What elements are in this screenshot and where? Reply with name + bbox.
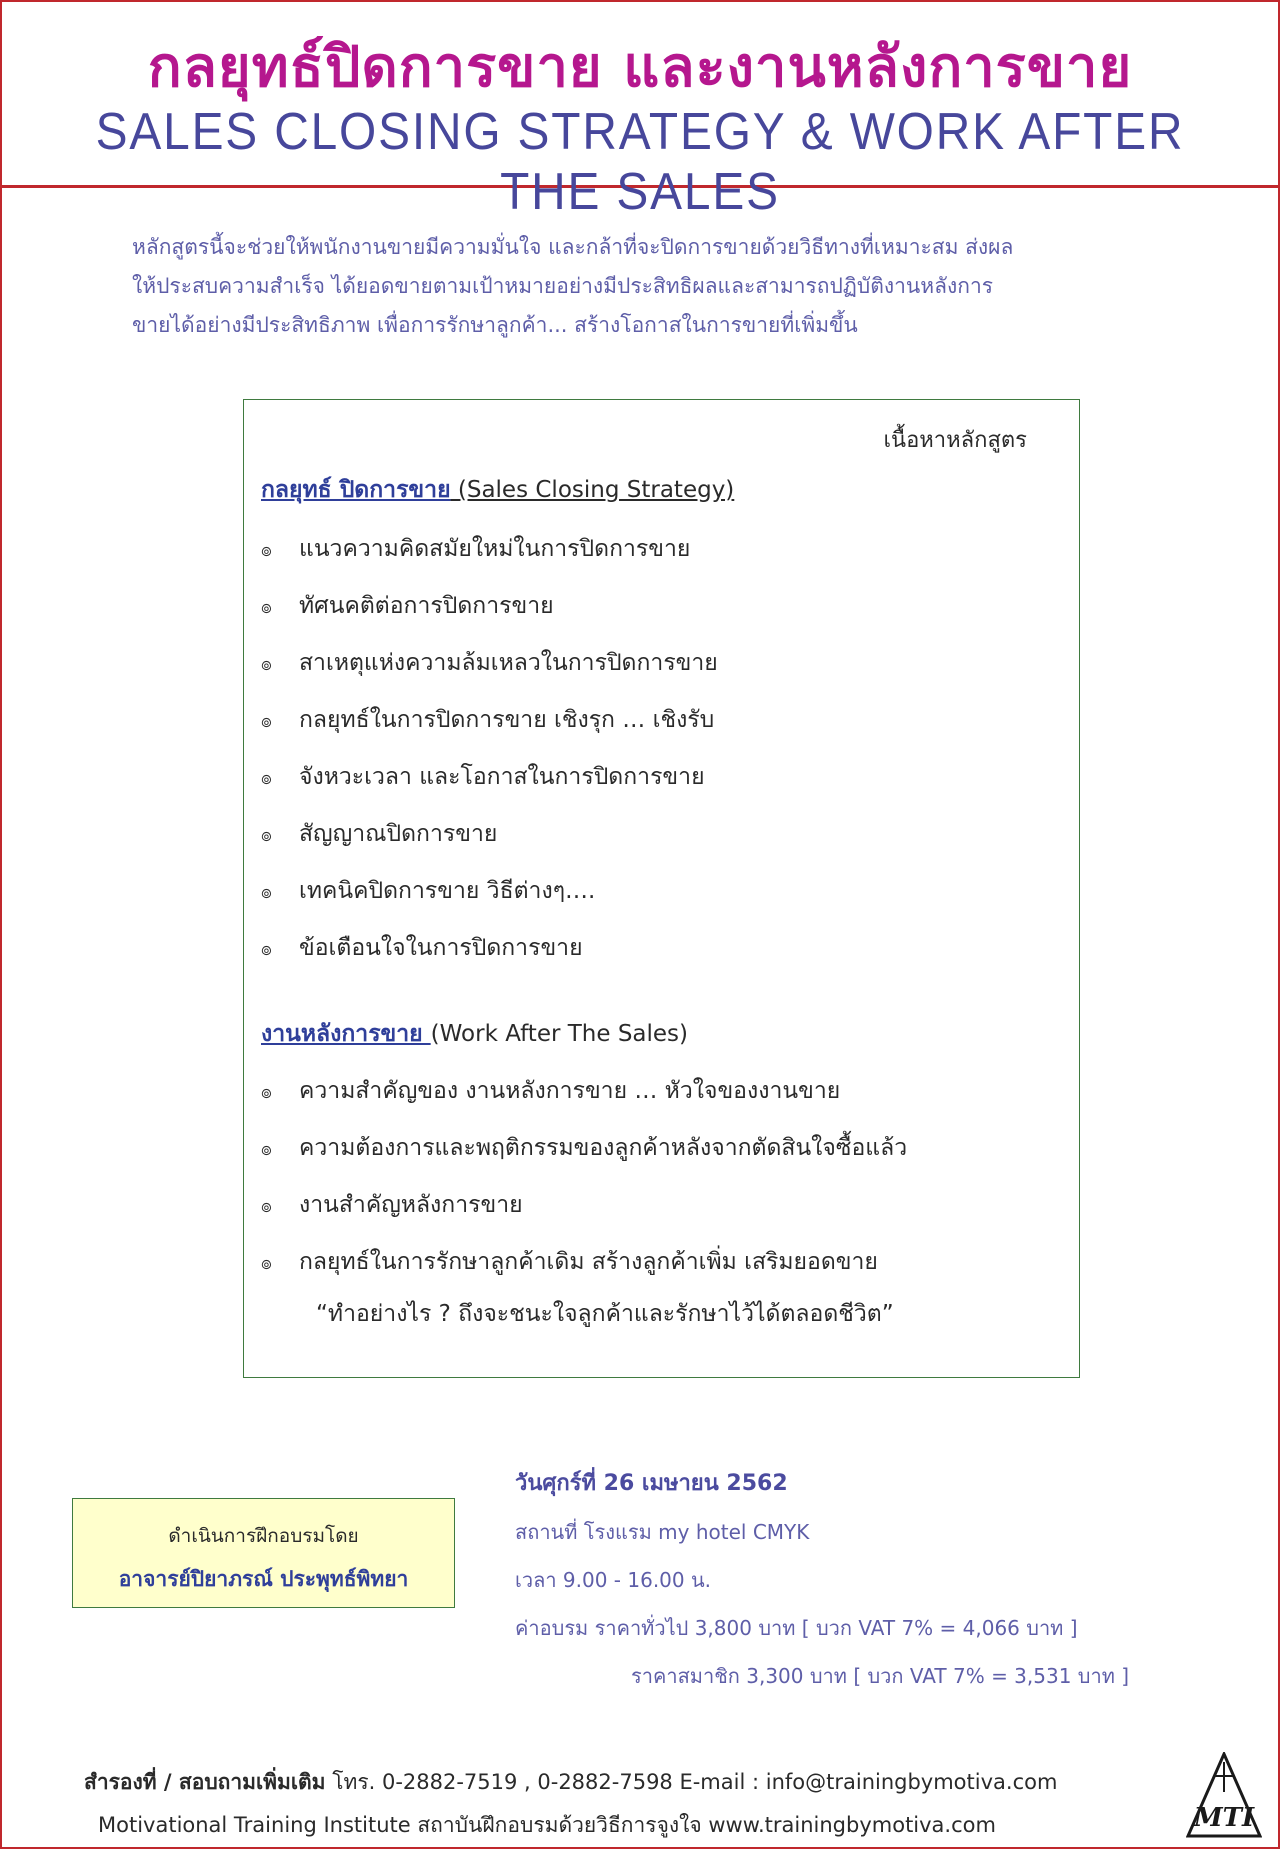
list-item: ๏ ทัศนคติต่อการปิดการขาย — [261, 593, 554, 619]
footer-contact — [84, 1766, 1184, 1799]
section-heading-after-sales — [261, 1016, 688, 1052]
intro-line: ให้ประสบความสำเร็จ ได้ยอดขายตามเป้าหมายอย่างมีประสิทธิผลและสามารถปฏิบัติงานหลังการ — [132, 274, 994, 298]
trainer-box — [72, 1498, 455, 1608]
bullet-icon: ๏ — [261, 768, 272, 789]
bullet-icon: ๏ — [261, 597, 272, 618]
list-item: ๏ สัญญาณปิดการขาย — [261, 821, 498, 847]
event-venue: สถานที่ โรงแรม my hotel CMYK — [515, 1520, 810, 1544]
trainer-label: ดำเนินการฝึกอบรมโดย — [168, 1525, 359, 1547]
list-item: ๏ เทคนิคปิดการขาย วิธีต่างๆ…. — [261, 878, 596, 904]
course-content-box — [243, 399, 1080, 1378]
list-item: ๏ งานสำคัญหลังการขาย — [261, 1192, 523, 1218]
list-item: ๏ แนวความคิดสมัยใหม่ในการปิดการขาย — [261, 536, 691, 562]
footer-institute: Motivational Training Institute สถาบันฝึกอบรมด้วยวิธีการจูงใจ www.trainingbymotiva.com — [98, 1813, 996, 1837]
mti-logo-icon — [1186, 1752, 1262, 1838]
bullet-icon: ๏ — [261, 1082, 272, 1103]
title-thai: กลยุทธ์ปิดการขาย และงานหลังการขาย — [147, 35, 1133, 100]
section-heading-english: (Work After The Sales) — [430, 1021, 689, 1047]
list-item: ๏ สาเหตุแห่งความล้มเหลวในการปิดการขาย — [261, 650, 718, 676]
bullet-icon: ๏ — [261, 882, 272, 903]
event-details — [515, 1460, 1129, 1700]
event-fee-member: ราคาสมาชิก 3,300 บาท [ บวก VAT 7% = 3,531 บาท ] — [631, 1664, 1130, 1688]
intro-line: หลักสูตรนี้จะช่วยให้พนักงานขายมีความมั่นใจ และกล้าที่จะปิดการขายด้วยวิธีทางที่เหมาะสม ส่งผล — [132, 235, 1014, 259]
course-content-title: เนื้อหาหลักสูตร — [883, 428, 1027, 453]
quote-text: “ทำอย่างไร ? ถึงจะชนะใจลูกค้าและรักษาไว้ได้ตลอดชีวิต” — [316, 1301, 894, 1327]
bullet-icon: ๏ — [261, 654, 272, 675]
event-fee-general: ค่าอบรม ราคาทั่วไป 3,800 บาท [ บวก VAT 7% = 4,066 บาท ] — [515, 1616, 1078, 1640]
bullet-icon: ๏ — [261, 1253, 272, 1274]
contact-info: โทร. 0-2882-7519 , 0-2882-7598 E-mail : info@trainingbymotiva.com — [325, 1770, 1058, 1794]
list-item: ๏ ข้อเตือนใจในการปิดการขาย — [261, 935, 583, 961]
intro-line: ขายได้อย่างมีประสิทธิภาพ เพื่อการรักษาลูกค้า... สร้างโอกาสในการขายที่เพิ่มขึ้น — [132, 313, 858, 337]
bullet-icon: ๏ — [261, 1139, 272, 1160]
section-heading-closing — [261, 472, 734, 508]
contact-label: สำรองที่ / สอบถามเพิ่มเติม — [84, 1770, 326, 1794]
list-item: ๏ ความต้องการและพฤติกรรมของลูกค้าหลังจากตัดสินใจซื้อแล้ว — [261, 1135, 908, 1161]
event-time: เวลา 9.00 - 16.00 น. — [515, 1568, 712, 1592]
list-item: ๏ จังหวะเวลา และโอกาสในการปิดการขาย — [261, 764, 705, 790]
list-item: ๏ กลยุทธ์ในการปิดการขาย เชิงรุก … เชิงรับ — [261, 707, 715, 733]
list-item: ๏ ความสำคัญของ งานหลังการขาย … หัวใจของงานขาย — [261, 1078, 841, 1104]
bullet-icon: ๏ — [261, 540, 272, 561]
section-heading-thai: กลยุทธ์ ปิดการขาย — [261, 477, 451, 503]
section-heading-thai: งานหลังการขาย — [261, 1021, 431, 1047]
section-heading-english: (Sales Closing Strategy) — [450, 477, 735, 503]
bullet-icon: ๏ — [261, 939, 272, 960]
intro-paragraph — [132, 228, 1152, 345]
bullet-icon: ๏ — [261, 711, 272, 732]
bullet-icon: ๏ — [261, 1196, 272, 1217]
header — [0, 0, 1280, 221]
list-item: ๏ กลยุทธ์ในการรักษาลูกค้าเดิม สร้างลูกค้าเพิ่ม เสริมยอดขาย — [261, 1249, 878, 1275]
title-english: SALES CLOSING STRATEGY & WORK AFTER THE SALES — [95, 103, 1185, 221]
logo-text: MTI — [1193, 1803, 1255, 1833]
event-date: วันศุกร์ที่ 26 เมษายน 2562 — [515, 1471, 788, 1496]
trainer-name: อาจารย์ปิยาภรณ์ ประพุทธ์พิทยา — [118, 1567, 409, 1591]
bullet-icon: ๏ — [261, 825, 272, 846]
